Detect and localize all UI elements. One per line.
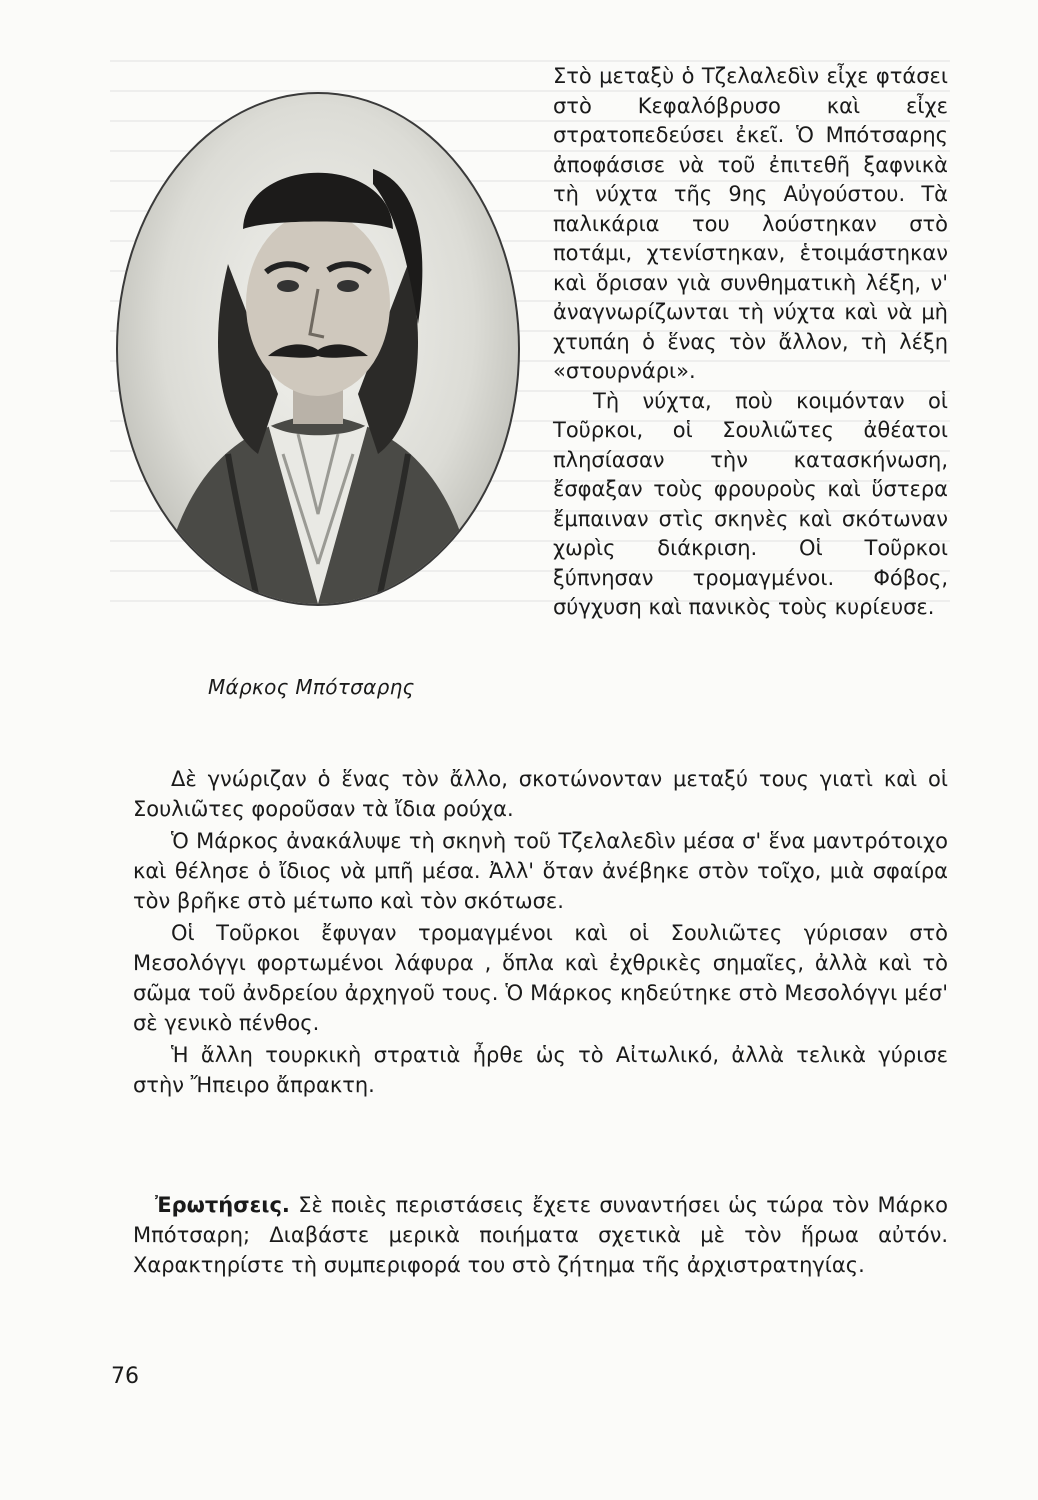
- paragraph: Στὸ μεταξὺ ὁ Τζελαλεδὶν εἶχε φτάσει στὸ Κεφαλόβρυσο καὶ εἶχε στρατοπεδεύσει ἐκεῖ. Ὁ Μπότσαρης ἀποφάσισε νὰ τοῦ ἐπιτεθῆ ξαφνικὰ τὴ νύχτα τῆς 9ης Αὐγούστου. Τὰ παλικάρια του λούστηκαν στὸ ποτάμι, χτενίστηκαν, ἑτοιμάστηκαν καὶ ὅρισαν γιὰ συνθηματικὴ λέξη, ν' ἀναγνωρίζωνται τὴ νύχτα καὶ νὰ μὴ χτυπάη ὁ ἕνας τὸν ἄλλον, τὴ λέξη «στουρνάρι».: [553, 64, 948, 383]
- questions-section: [133, 1190, 948, 1280]
- page-number: 76: [111, 1364, 139, 1389]
- portrait-image: [116, 92, 520, 606]
- paragraph: Ὁ Μάρκος ἀνακάλυψε τὴ σκηνὴ τοῦ Τζελαλεδὶν μέσα σ' ἕνα μαντρότοιχο καὶ θέλησε ὁ ἴδιος νὰ μπῆ μέσα. Ἀλλ' ὅταν ἀνέβηκε στὸν τοῖχο, μιὰ σφαίρα τὸν βρῆκε στὸ μέτωπο καὶ τὸν σκότωσε.: [133, 829, 948, 913]
- paragraph: Οἱ Τοῦρκοι ἔφυγαν τρομαγμένοι καὶ οἱ Σουλιῶτες γύρισαν στὸ Μεσολόγγι φορτωμένοι λάφυρα , ὅπλα καὶ ἐχθρικὲς σημαῖες, ἀλλὰ καὶ τὸ σῶμα τοῦ ἀνδρείου ἀρχηγοῦ τους. Ὁ Μάρκος κηδεύτηκε στὸ Μεσολόγγι μέσ' σὲ γενικὸ πένθος.: [133, 921, 948, 1035]
- paragraph: Ἡ ἄλλη τουρκικὴ στρατιὰ ἦρθε ὡς τὸ Αἰτωλικό, ἀλλὰ τελικὰ γύρισε στὴν Ἤπειρο ἄπρακτη.: [133, 1043, 948, 1097]
- portrait-drawing: [118, 94, 518, 604]
- questions-text: Σὲ ποιὲς περιστάσεις ἔχετε συναντήσει ὡς τώρα τὸν Μάρκο Μπότσαρη; Διαβάστε μερικὰ ποιήματα σχετικὰ μὲ τὸν ἥρωα αὐτόν. Χαρακτηρίστε τὴ συμπεριφορά του στὸ ζήτημα τῆς ἀρχιστρατηγίας.: [133, 1193, 948, 1277]
- paragraph: Τὴ νύχτα, ποὺ κοιμόνταν οἱ Τοῦρκοι, οἱ Σουλιῶτες ἀθέατοι πλησίασαν τὴν κατασκήνωση, ἔσφαξαν τοὺς φρουροὺς καὶ ὕστερα ἔμπαιναν στὶς σκηνὲς καὶ σκότωναν χωρὶς διάκριση. Οἱ Τοῦρκοι ξύπνησαν τρομαγμένοι. Φόβος, σύγχυση καὶ πανικὸς τοὺς κυρίευσε.: [553, 388, 948, 619]
- paragraph: Δὲ γνώριζαν ὁ ἕνας τὸν ἄλλο, σκοτώνονταν μεταξύ τους γιατὶ καὶ οἱ Σουλιῶτες φοροῦσαν τὰ ἴδια ρούχα.: [133, 767, 948, 821]
- portrait-caption: Μάρκος Μπότσαρης: [208, 675, 415, 699]
- right-column-text: [553, 62, 948, 623]
- full-width-text: [133, 764, 948, 1102]
- questions-label: Ἐρωτήσεις.: [155, 1193, 290, 1217]
